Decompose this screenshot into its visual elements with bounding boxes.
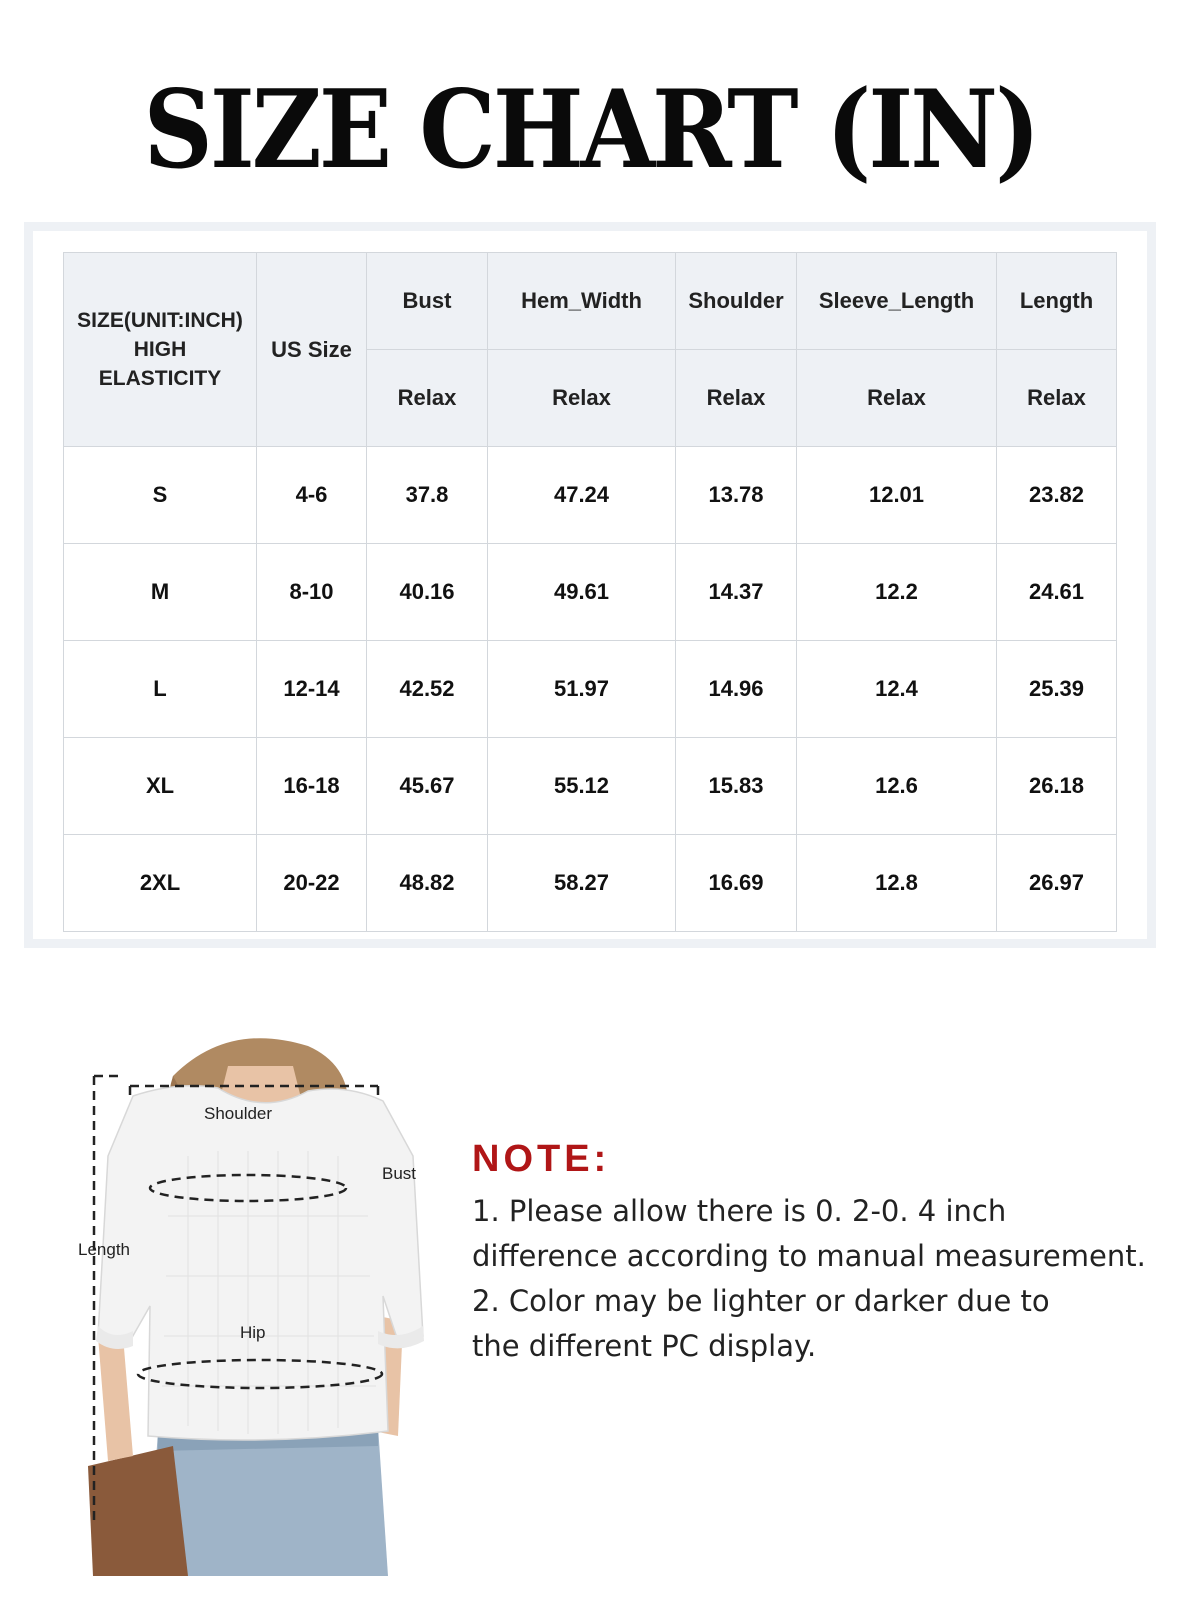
note-line-1: 1. Please allow there is 0. 2-0. 4 inch: [472, 1194, 1007, 1228]
cell-us-size: 20-22: [257, 835, 367, 932]
cell-size: 2XL: [64, 835, 257, 932]
cell-bust: 48.82: [367, 835, 488, 932]
header-shoulder: Shoulder: [676, 253, 797, 350]
header-length: Length: [997, 253, 1117, 350]
header-size-unit: [64, 253, 257, 447]
cell-bust: 37.8: [367, 447, 488, 544]
cell-us-size: 8-10: [257, 544, 367, 641]
header-sleeve-length: Sleeve_Length: [797, 253, 997, 350]
cell-length: 26.97: [997, 835, 1117, 932]
cell-hem-width: 58.27: [488, 835, 676, 932]
header-size-unit-line3: ELASTICITY: [98, 367, 222, 390]
note-line-2: difference according to manual measurement.: [472, 1239, 1146, 1273]
cell-hem-width: 51.97: [488, 641, 676, 738]
cell-sleeve-length: 12.2: [797, 544, 997, 641]
table-row: [64, 641, 1117, 738]
garment-measurement-image: [78, 1036, 438, 1576]
shoulder-label: Shoulder: [204, 1104, 273, 1123]
subheader-relax: Relax: [997, 350, 1117, 447]
cell-hem-width: 47.24: [488, 447, 676, 544]
hip-label: Hip: [240, 1323, 266, 1342]
cell-hem-width: 55.12: [488, 738, 676, 835]
cell-bust: 42.52: [367, 641, 488, 738]
note-line-4: the different PC display.: [472, 1329, 817, 1363]
cell-size: XL: [64, 738, 257, 835]
size-table-frame: [24, 222, 1156, 948]
cell-length: 26.18: [997, 738, 1117, 835]
table-row: [64, 544, 1117, 641]
cell-size: M: [64, 544, 257, 641]
cell-size: S: [64, 447, 257, 544]
length-label: Length: [78, 1240, 130, 1259]
header-hem-width: Hem_Width: [488, 253, 676, 350]
cell-sleeve-length: 12.01: [797, 447, 997, 544]
cell-shoulder: 14.96: [676, 641, 797, 738]
cell-shoulder: 13.78: [676, 447, 797, 544]
cell-hem-width: 49.61: [488, 544, 676, 641]
header-bust: Bust: [367, 253, 488, 350]
subheader-relax: Relax: [676, 350, 797, 447]
cell-shoulder: 15.83: [676, 738, 797, 835]
cell-length: 23.82: [997, 447, 1117, 544]
cell-shoulder: 16.69: [676, 835, 797, 932]
table-row: [64, 835, 1117, 932]
note-line-3: 2. Color may be lighter or darker due to: [472, 1284, 1050, 1318]
size-table: [63, 252, 1117, 932]
cell-sleeve-length: 12.6: [797, 738, 997, 835]
cell-us-size: 16-18: [257, 738, 367, 835]
cell-length: 25.39: [997, 641, 1117, 738]
bust-label: Bust: [382, 1164, 417, 1183]
subheader-relax: Relax: [367, 350, 488, 447]
header-size-unit-line2: HIGH: [133, 338, 187, 361]
cell-size: L: [64, 641, 257, 738]
header-size-unit-line1: SIZE(UNIT:INCH): [77, 309, 243, 332]
note-title: NOTE:: [472, 1138, 611, 1180]
cell-length: 24.61: [997, 544, 1117, 641]
cell-sleeve-length: 12.4: [797, 641, 997, 738]
cell-shoulder: 14.37: [676, 544, 797, 641]
table-row: [64, 738, 1117, 835]
table-row: [64, 447, 1117, 544]
cell-bust: 45.67: [367, 738, 488, 835]
cell-bust: 40.16: [367, 544, 488, 641]
cell-sleeve-length: 12.8: [797, 835, 997, 932]
subheader-relax: Relax: [797, 350, 997, 447]
cell-us-size: 4-6: [257, 447, 367, 544]
subheader-relax: Relax: [488, 350, 676, 447]
cell-us-size: 12-14: [257, 641, 367, 738]
header-us-size: US Size: [257, 253, 367, 447]
page-title: SIZE CHART (IN): [143, 66, 1038, 193]
